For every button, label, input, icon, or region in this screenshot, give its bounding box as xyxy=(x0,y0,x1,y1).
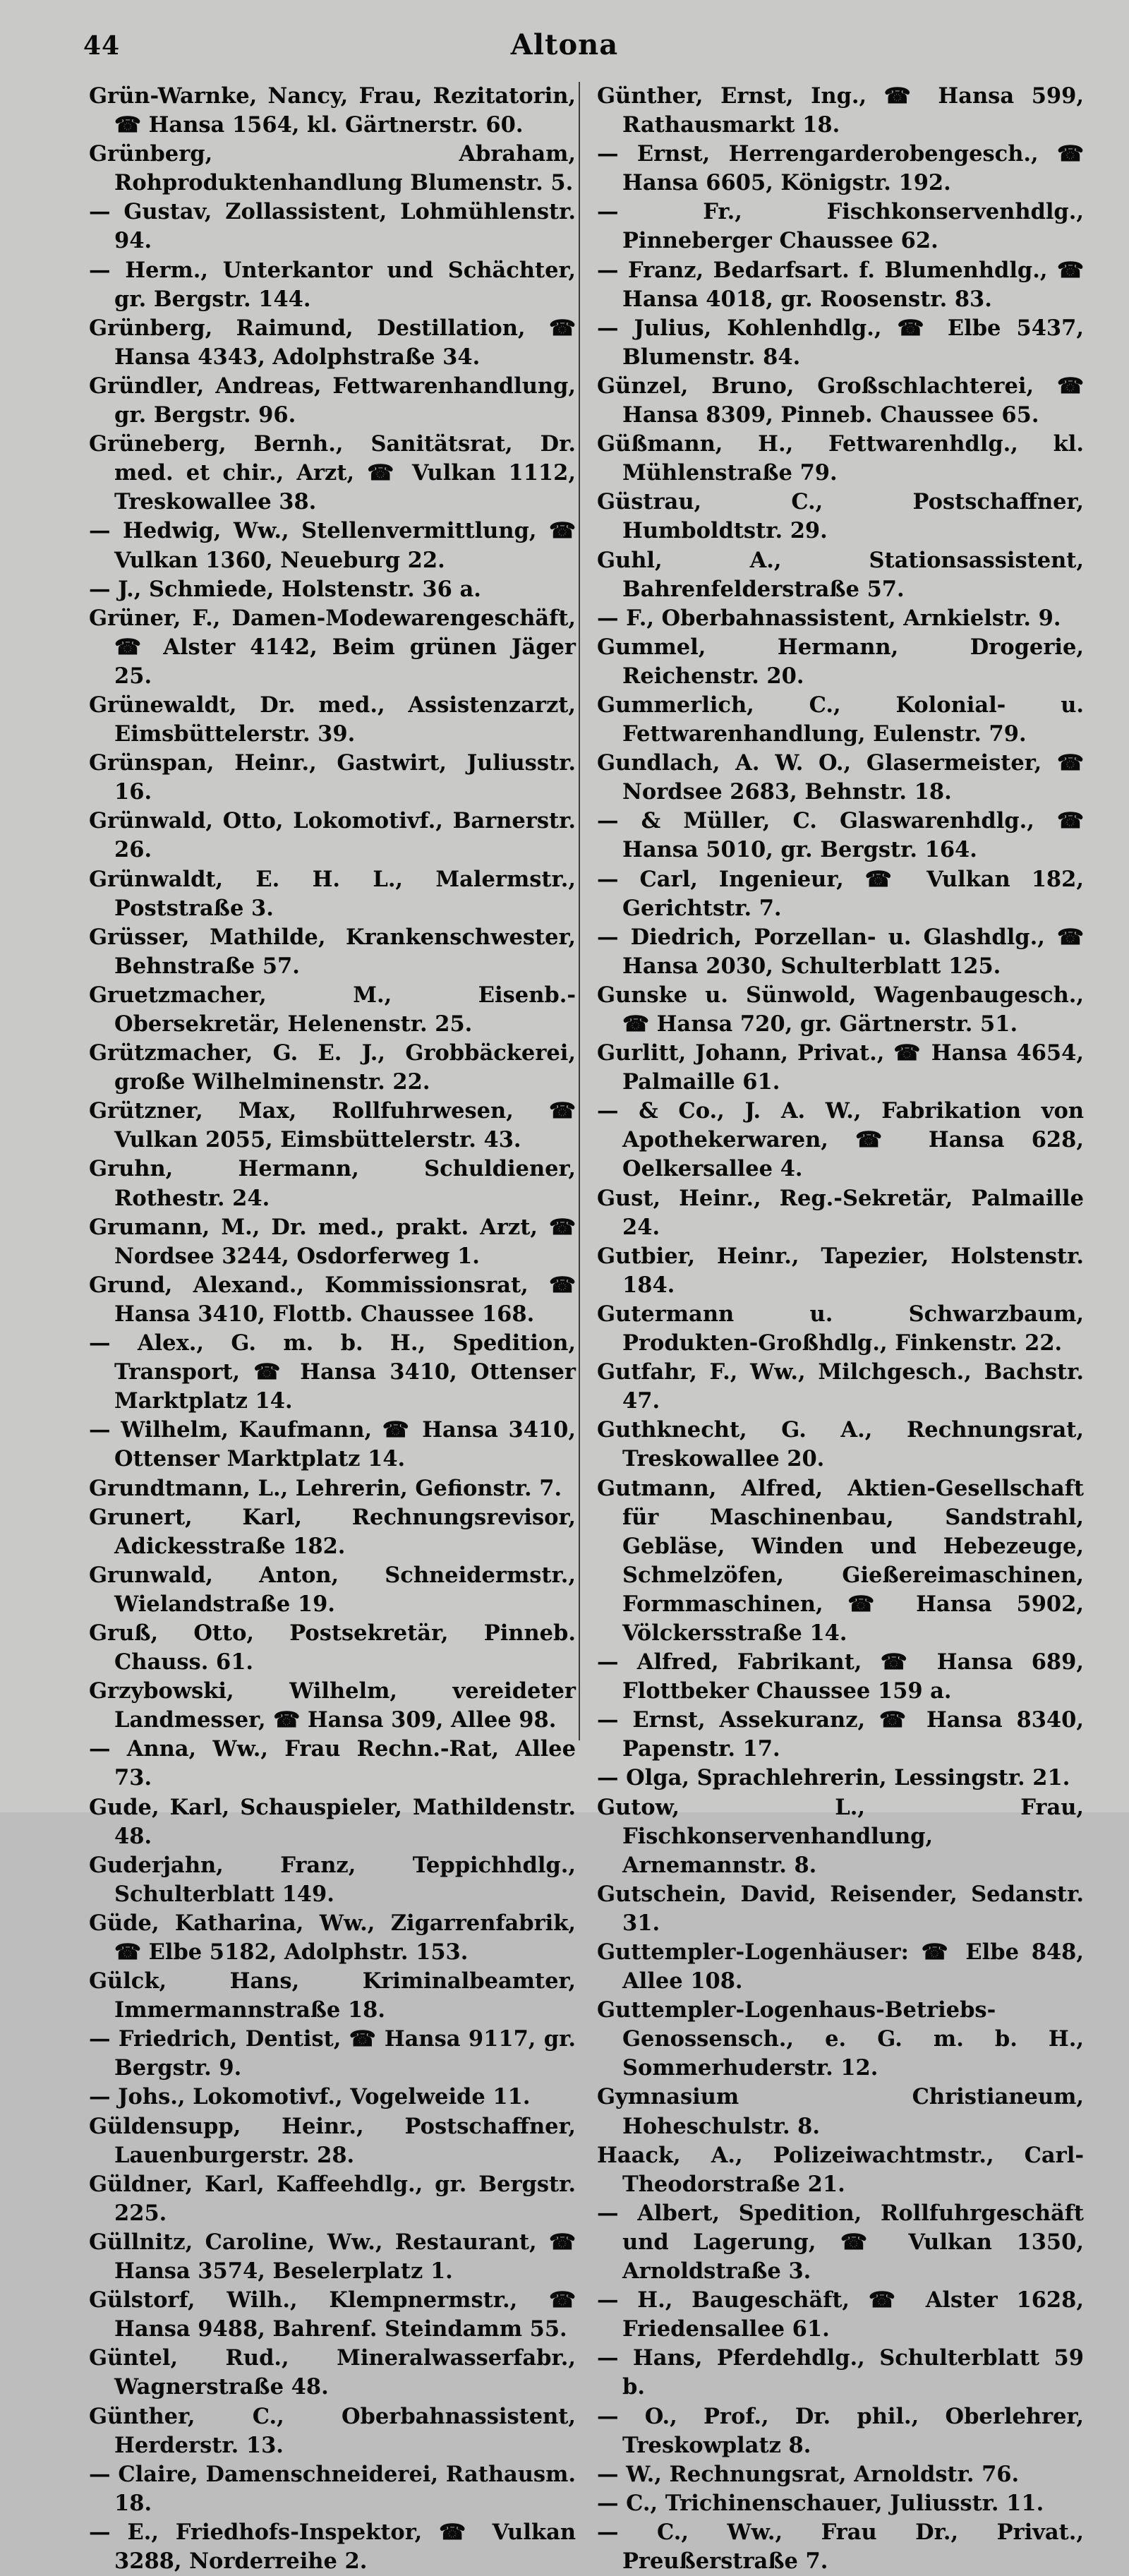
directory-entry: Grüner, F., Damen-Modewarengeschäft, ☎ Alster 4142, Beim grünen Jäger 25. xyxy=(89,605,576,689)
directory-entry: — Ernst, Herrengarderobengesch., ☎ Hansa 6605, Königstr. 192. xyxy=(597,141,1084,196)
directory-entry: Güllnitz, Caroline, Ww., Restaurant, ☎ Hansa 3574, Beselerplatz 1. xyxy=(89,2229,576,2285)
directory-entry: Grunert, Karl, Rechnungsrevisor, Adickesstraße 182. xyxy=(89,1504,576,1559)
directory-entry: Gutbier, Heinr., Tapezier, Holstenstr. 184. xyxy=(597,1243,1084,1298)
directory-entry: — O., Prof., Dr. phil., Oberlehrer, Treskowplatz 8. xyxy=(597,2403,1084,2458)
directory-entry: Grün-Warnke, Nancy, Frau, Rezitatorin, ☎ Hansa 1564, kl. Gärtnerstr. 60. xyxy=(89,83,576,138)
directory-entry: — Alfred, Fabrikant, ☎ Hansa 689, Flottbeker Chaussee 159 a. xyxy=(597,1649,1084,1704)
directory-entry: Güldner, Karl, Kaffeehdlg., gr. Bergstr. 225. xyxy=(89,2171,576,2226)
directory-entry: Gutfahr, F., Ww., Milchgesch., Bachstr. 47. xyxy=(597,1359,1084,1414)
directory-entry: — Alex., G. m. b. H., Spedition, Transport, ☎ Hansa 3410, Ottenser Marktplatz 14. xyxy=(89,1330,576,1414)
directory-entry: Grüneberg, Bernh., Sanitätsrat, Dr. med. et chir., Arzt, ☎ Vulkan 1112, Treskowallee 38. xyxy=(89,431,576,515)
directory-entry: Grünwaldt, E. H. L., Malermstr., Poststraße 3. xyxy=(89,866,576,921)
directory-entry: Günzel, Bruno, Großschlachterei, ☎ Hansa 8309, Pinneb. Chaussee 65. xyxy=(597,373,1084,428)
directory-entry: Gutermann u. Schwarzbaum, Produkten-Großhdlg., Finkenstr. 22. xyxy=(597,1301,1084,1356)
directory-entry: — C., Ww., Frau Dr., Privat., Preußerstraße 7. xyxy=(597,2519,1084,2574)
directory-entry: — E., Friedhofs-Inspektor, ☎ Vulkan 3288, Norderreihe 2. xyxy=(89,2519,576,2574)
directory-entry: — Claire, Damenschneiderei, Rathausm. 18. xyxy=(89,2461,576,2516)
directory-entry: — Hans, Pferdehdlg., Schulterblatt 59 b. xyxy=(597,2345,1084,2400)
directory-entry: Güstrau, C., Postschaffner, Humboldtstr. 29. xyxy=(597,489,1084,544)
directory-entry: — Franz, Bedarfsart. f. Blumenhdlg., ☎ Hansa 4018, gr. Roosenstr. 83. xyxy=(597,257,1084,312)
directory-entry: Grund, Alexand., Kommissionsrat, ☎ Hansa 3410, Flottb. Chaussee 168. xyxy=(89,1272,576,1327)
directory-entry: Gruhn, Hermann, Schuldiener, Rothestr. 24. xyxy=(89,1156,576,1211)
directory-entry: Grünewaldt, Dr. med., Assistenzarzt, Eimsbüttelerstr. 39. xyxy=(89,692,576,747)
directory-entry: — Olga, Sprachlehrerin, Lessingstr. 21. xyxy=(597,1765,1070,1791)
directory-entry: — Friedrich, Dentist, ☎ Hansa 9117, gr. Bergstr. 9. xyxy=(89,2026,576,2081)
directory-entry: — Gustav, Zollassistent, Lohmühlenstr. 94. xyxy=(89,199,576,254)
directory-entry: Grzybowski, Wilhelm, vereideter Landmesser, ☎ Hansa 309, Allee 98. xyxy=(89,1678,576,1733)
directory-entry: — & Co., J. A. W., Fabrikation von Apothekerwaren, ☎ Hansa 628, Oelkersallee 4. xyxy=(597,1098,1084,1182)
directory-entry: — Diedrich, Porzellan- u. Glashdlg., ☎ Hansa 2030, Schulterblatt 125. xyxy=(597,924,1084,979)
page-number: 44 xyxy=(83,31,121,61)
directory-entry: Gutow, L., Frau, Fischkonservenhandlung, Arnemannstr. 8. xyxy=(597,1794,1084,1878)
left-column xyxy=(89,82,576,2576)
directory-entry: Gurlitt, Johann, Privat., ☎ Hansa 4654, Palmaille 61. xyxy=(597,1040,1084,1095)
directory-entry: Güntel, Rud., Mineralwasserfabr., Wagnerstraße 48. xyxy=(89,2345,576,2400)
directory-entry: Grünspan, Heinr., Gastwirt, Juliusstr. 16. xyxy=(89,750,576,805)
directory-entry: — Ernst, Assekuranz, ☎ Hansa 8340, Papenstr. 17. xyxy=(597,1707,1084,1762)
directory-entry: — Herm., Unterkantor und Schächter, gr. Bergstr. 144. xyxy=(89,257,576,312)
directory-entry: Gundlach, A. W. O., Glasermeister, ☎ Nordsee 2683, Behnstr. 18. xyxy=(597,750,1084,805)
directory-entry: — Anna, Ww., Frau Rechn.-Rat, Allee 73. xyxy=(89,1736,576,1791)
directory-entry: Grumann, M., Dr. med., prakt. Arzt, ☎ Nordsee 3244, Osdorferweg 1. xyxy=(89,1214,576,1269)
directory-entry: — Julius, Kohlenhdlg., ☎ Elbe 5437, Blumenstr. 84. xyxy=(597,315,1084,370)
directory-entry: Gruß, Otto, Postsekretär, Pinneb. Chauss. 61. xyxy=(89,1620,576,1675)
right-column xyxy=(597,82,1084,2576)
directory-entry: Güßmann, H., Fettwarenhdlg., kl. Mühlenstraße 79. xyxy=(597,431,1084,486)
directory-entry: — Carl, Ingenieur, ☎ Vulkan 182, Gerichtstr. 7. xyxy=(597,866,1084,921)
directory-entry: Grützner, Max, Rollfuhrwesen, ☎ Vulkan 2055, Eimsbüttelerstr. 43. xyxy=(89,1098,576,1153)
directory-entry: Grünwald, Otto, Lokomotivf., Barnerstr. 26. xyxy=(89,808,576,863)
directory-entry: Gunske u. Sünwold, Wagenbaugesch., ☎ Hansa 720, gr. Gärtnerstr. 51. xyxy=(597,982,1084,1037)
directory-entry: — C., Trichinenschauer, Juliusstr. 11. xyxy=(597,2490,1044,2516)
directory-entry: Günther, Ernst, Ing., ☎ Hansa 599, Rathausmarkt 18. xyxy=(597,83,1084,138)
directory-entry: Gude, Karl, Schauspieler, Mathildenstr. 48. xyxy=(89,1794,576,1849)
directory-entry: Guthknecht, G. A., Rechnungsrat, Treskowallee 20. xyxy=(597,1417,1084,1472)
directory-entry: Guderjahn, Franz, Teppichhdlg., Schulterblatt 149. xyxy=(89,1852,576,1907)
directory-entry: Grünberg, Raimund, Destillation, ☎ Hansa 4343, Adolphstraße 34. xyxy=(89,315,576,370)
directory-entry: — & Müller, C. Glaswarenhdlg., ☎ Hansa 5010, gr. Bergstr. 164. xyxy=(597,808,1084,863)
directory-entry: Grunwald, Anton, Schneidermstr., Wielandstraße 19. xyxy=(89,1562,576,1617)
page-title: Altona xyxy=(510,28,619,61)
directory-entry: — Fr., Fischkonservenhdlg., Pinneberger Chaussee 62. xyxy=(597,199,1084,254)
directory-entry: Günther, C., Oberbahnassistent, Herderstr. 13. xyxy=(89,2403,576,2458)
directory-entry: Guhl, A., Stationsassistent, Bahrenfelderstraße 57. xyxy=(597,547,1084,602)
directory-entry: — F., Oberbahnassistent, Arnkielstr. 9. xyxy=(597,605,1061,631)
directory-entry: Gruetzmacher, M., Eisenb.-Obersekretär, Helenenstr. 25. xyxy=(89,982,576,1037)
directory-entry: Gymnasium Christianeum, Hoheschulstr. 8. xyxy=(597,2084,1084,2139)
directory-entry: — H., Baugeschäft, ☎ Alster 1628, Friedensallee 61. xyxy=(597,2287,1084,2342)
directory-entry: Guttempler-Logenhaus-Betriebs-Genossensch., e. G. m. b. H., Sommerhuderstr. 12. xyxy=(597,1997,1084,2081)
directory-entry: Gutmann, Alfred, Aktien-Gesellschaft für Maschinenbau, Sandstrahl, Gebläse, Winden und Hebezeuge, Schmelzöfen, Gießereimaschinen, Formmaschinen, ☎ Hansa 5902, Völckersstraße 14. xyxy=(597,1475,1084,1646)
directory-entry: Gülstorf, Wilh., Klempnermstr., ☎ Hansa 9488, Bahrenf. Steindamm 55. xyxy=(89,2287,576,2342)
directory-entry: — Johs., Lokomotivf., Vogelweide 11. xyxy=(89,2084,531,2110)
directory-entry: Güldensupp, Heinr., Postschaffner, Lauenburgerstr. 28. xyxy=(89,2113,576,2168)
directory-entry: — W., Rechnungsrat, Arnoldstr. 76. xyxy=(597,2461,1020,2487)
directory-entry: Gummerlich, C., Kolonial- u. Fettwarenhandlung, Eulenstr. 79. xyxy=(597,692,1084,747)
directory-entry: — Albert, Spedition, Rollfuhrgeschäft und Lagerung, ☎ Vulkan 1350, Arnoldstraße 3. xyxy=(597,2200,1084,2285)
directory-entry: Gründler, Andreas, Fettwarenhandlung, gr. Bergstr. 96. xyxy=(89,373,576,428)
directory-entry: Grünberg, Abraham, Rohproduktenhandlung Blumenstr. 5. xyxy=(89,141,576,196)
directory-entry: — Wilhelm, Kaufmann, ☎ Hansa 3410, Ottenser Marktplatz 14. xyxy=(89,1417,576,1472)
directory-entry: — J., Schmiede, Holstenstr. 36 a. xyxy=(89,576,481,602)
column-divider xyxy=(579,82,580,1740)
directory-entry: Grützmacher, G. E. J., Grobbäckerei, große Wilhelminenstr. 22. xyxy=(89,1040,576,1095)
directory-entry: Grüsser, Mathilde, Krankenschwester, Behnstraße 57. xyxy=(89,924,576,979)
directory-entry: Güde, Katharina, Ww., Zigarrenfabrik, ☎ Elbe 5182, Adolphstr. 153. xyxy=(89,1910,576,1965)
directory-entry: — Hedwig, Ww., Stellenvermittlung, ☎ Vulkan 1360, Neueburg 22. xyxy=(89,518,576,573)
directory-entry: Gust, Heinr., Reg.-Sekretär, Palmaille 24. xyxy=(597,1185,1084,1240)
directory-entry: Gülck, Hans, Kriminalbeamter, Immermannstraße 18. xyxy=(89,1968,576,2023)
directory-entry: Guttempler-Logenhäuser: ☎ Elbe 848, Allee 108. xyxy=(597,1939,1084,1994)
directory-entry: Grundtmann, L., Lehrerin, Gefionstr. 7. xyxy=(89,1475,562,1501)
directory-entry: Gummel, Hermann, Drogerie, Reichenstr. 20. xyxy=(597,634,1084,689)
directory-entry: Gutschein, David, Reisender, Sedanstr. 31. xyxy=(597,1881,1084,1936)
directory-entry: Haack, A., Polizeiwachtmstr., Carl-Theodorstraße 21. xyxy=(597,2142,1084,2197)
